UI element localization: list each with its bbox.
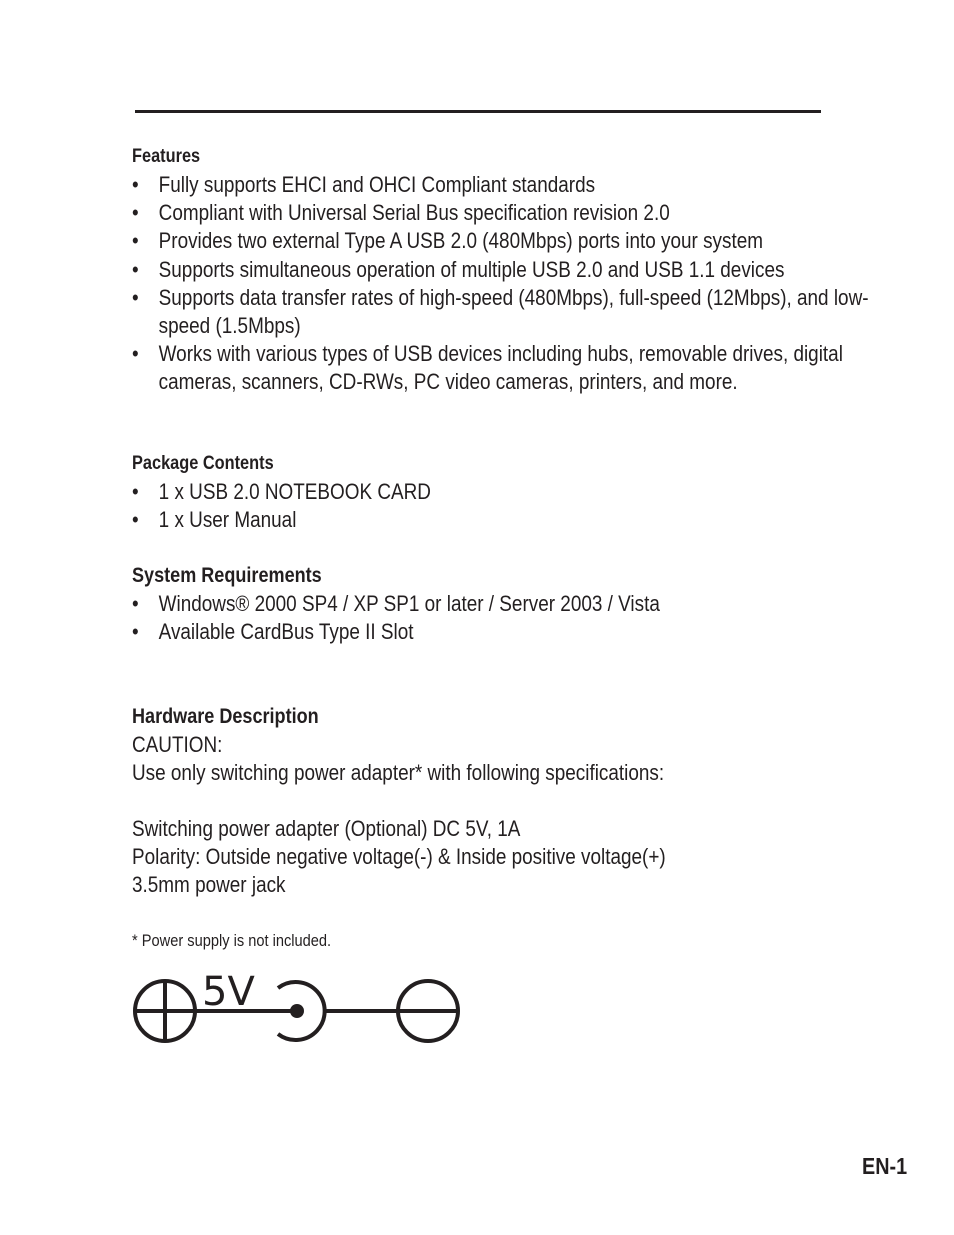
list-item: • Works with various types of USB devices including hubs, removable drives, digital cameras, scanners, CD-RWs, PC video cameras, printers, and more.: [132, 341, 843, 395]
list-item: • 1 x USB 2.0 NOTEBOOK CARD: [132, 478, 906, 506]
bullet: •: [132, 619, 139, 645]
package-contents-list: [132, 478, 906, 534]
list-item: • Provides two external Type A USB 2.0 (480Mbps) ports into your system: [132, 227, 906, 255]
page-number: EN-1: [862, 1153, 908, 1179]
list-item: • Compliant with Universal Serial Bus specification revision 2.0: [132, 199, 906, 227]
top-rule: [135, 110, 821, 113]
adapter-instruction: Use only switching power adapter* with following specifications:: [132, 760, 665, 785]
adapter-spec: Switching power adapter (Optional) DC 5V, 1A: [132, 816, 521, 841]
hardware-description-heading: Hardware Description: [132, 705, 319, 728]
caution-label: CAUTION:: [132, 732, 223, 757]
voltage-label: 5V: [202, 969, 255, 1015]
center-pin-dot: [290, 1004, 304, 1018]
polarity-spec: Polarity: Outside negative voltage(-) & Inside positive voltage(+): [132, 844, 666, 869]
bullet: •: [132, 256, 139, 282]
polarity-diagram: [130, 968, 470, 1048]
list-item: • Windows® 2000 SP4 / XP SP1 or later / Server 2003 / Vista: [132, 590, 906, 618]
bullet: •: [132, 507, 139, 533]
bullet: •: [132, 200, 139, 226]
package-contents-heading: Package Contents: [132, 453, 274, 474]
system-requirements-list: [132, 590, 906, 646]
jack-spec: 3.5mm power jack: [132, 872, 286, 897]
list-item: • Supports simultaneous operation of multiple USB 2.0 and USB 1.1 devices: [132, 256, 906, 284]
bullet: •: [132, 479, 139, 504]
list-item: • Available CardBus Type II Slot: [132, 618, 906, 646]
bullet: •: [132, 341, 139, 367]
bullet: •: [132, 284, 139, 310]
features-heading: Features: [132, 146, 201, 167]
list-item: • Fully supports EHCI and OHCI Compliant standards: [132, 171, 906, 199]
list-item: • 1 x User Manual: [132, 506, 906, 534]
features-list: [132, 171, 906, 397]
power-supply-footnote: * Power supply is not included.: [132, 931, 332, 950]
bullet: •: [132, 228, 139, 254]
bullet: •: [132, 172, 139, 197]
bullet: •: [132, 591, 139, 616]
system-requirements-heading: System Requirements: [132, 564, 322, 587]
list-item: • Supports data transfer rates of high-speed (480Mbps), full-speed (12Mbps), and low-speed (1.5Mbps): [132, 284, 869, 339]
